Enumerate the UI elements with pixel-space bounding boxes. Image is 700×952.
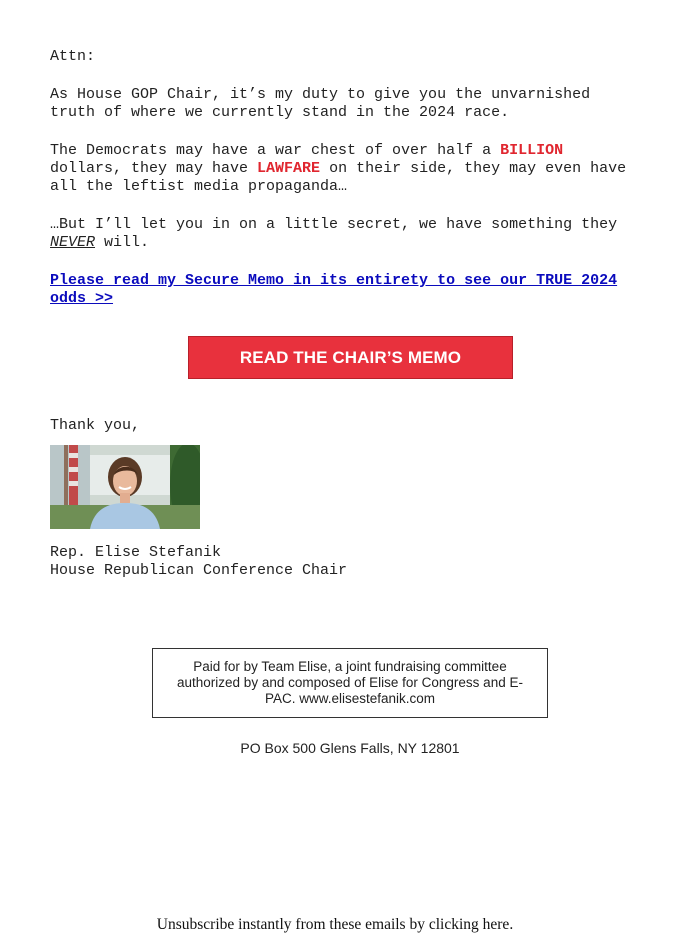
paragraph-duty: As House GOP Chair, it’s my duty to give you the unvarnished truth of where we currently stand in the 2024 race. bbox=[50, 86, 591, 121]
never-emphasis: NEVER bbox=[50, 234, 96, 251]
paragraph-secret: …But I’ll let you in on a little secret, we have something they NEVER will. bbox=[50, 216, 618, 251]
salutation: Attn: bbox=[50, 48, 96, 65]
closing: Thank you, bbox=[50, 417, 141, 434]
paid-for-disclaimer: Paid for by Team Elise, a joint fundraising committee authorized by and composed of Elise for Congress and E-PAC. www.elisestefanik.com bbox=[152, 648, 548, 718]
secure-memo-link[interactable]: Please read my Secure Memo in its entirety to see our TRUE 2024 odds >> bbox=[50, 272, 618, 307]
signature-title: House Republican Conference Chair bbox=[50, 562, 348, 579]
unsubscribe-link[interactable]: Unsubscribe instantly from these emails by clicking here. bbox=[156, 916, 514, 933]
secure-memo-link-container bbox=[50, 272, 640, 308]
signature-name: Rep. Elise Stefanik bbox=[50, 544, 222, 561]
paragraph-democrats: The Democrats may have a war chest of over half a BILLION dollars, they may have LAWFARE on their side, they may even have all the leftist media propaganda… bbox=[50, 142, 627, 195]
billion-emphasis: BILLION bbox=[500, 142, 564, 159]
mailing-address: PO Box 500 Glens Falls, NY 12801 bbox=[240, 740, 460, 756]
lawfare-emphasis: LAWFARE bbox=[257, 160, 321, 177]
read-memo-button[interactable]: READ THE CHAIR’S MEMO bbox=[188, 336, 513, 379]
portrait-image bbox=[50, 445, 200, 529]
stefanik-photo bbox=[50, 445, 200, 529]
